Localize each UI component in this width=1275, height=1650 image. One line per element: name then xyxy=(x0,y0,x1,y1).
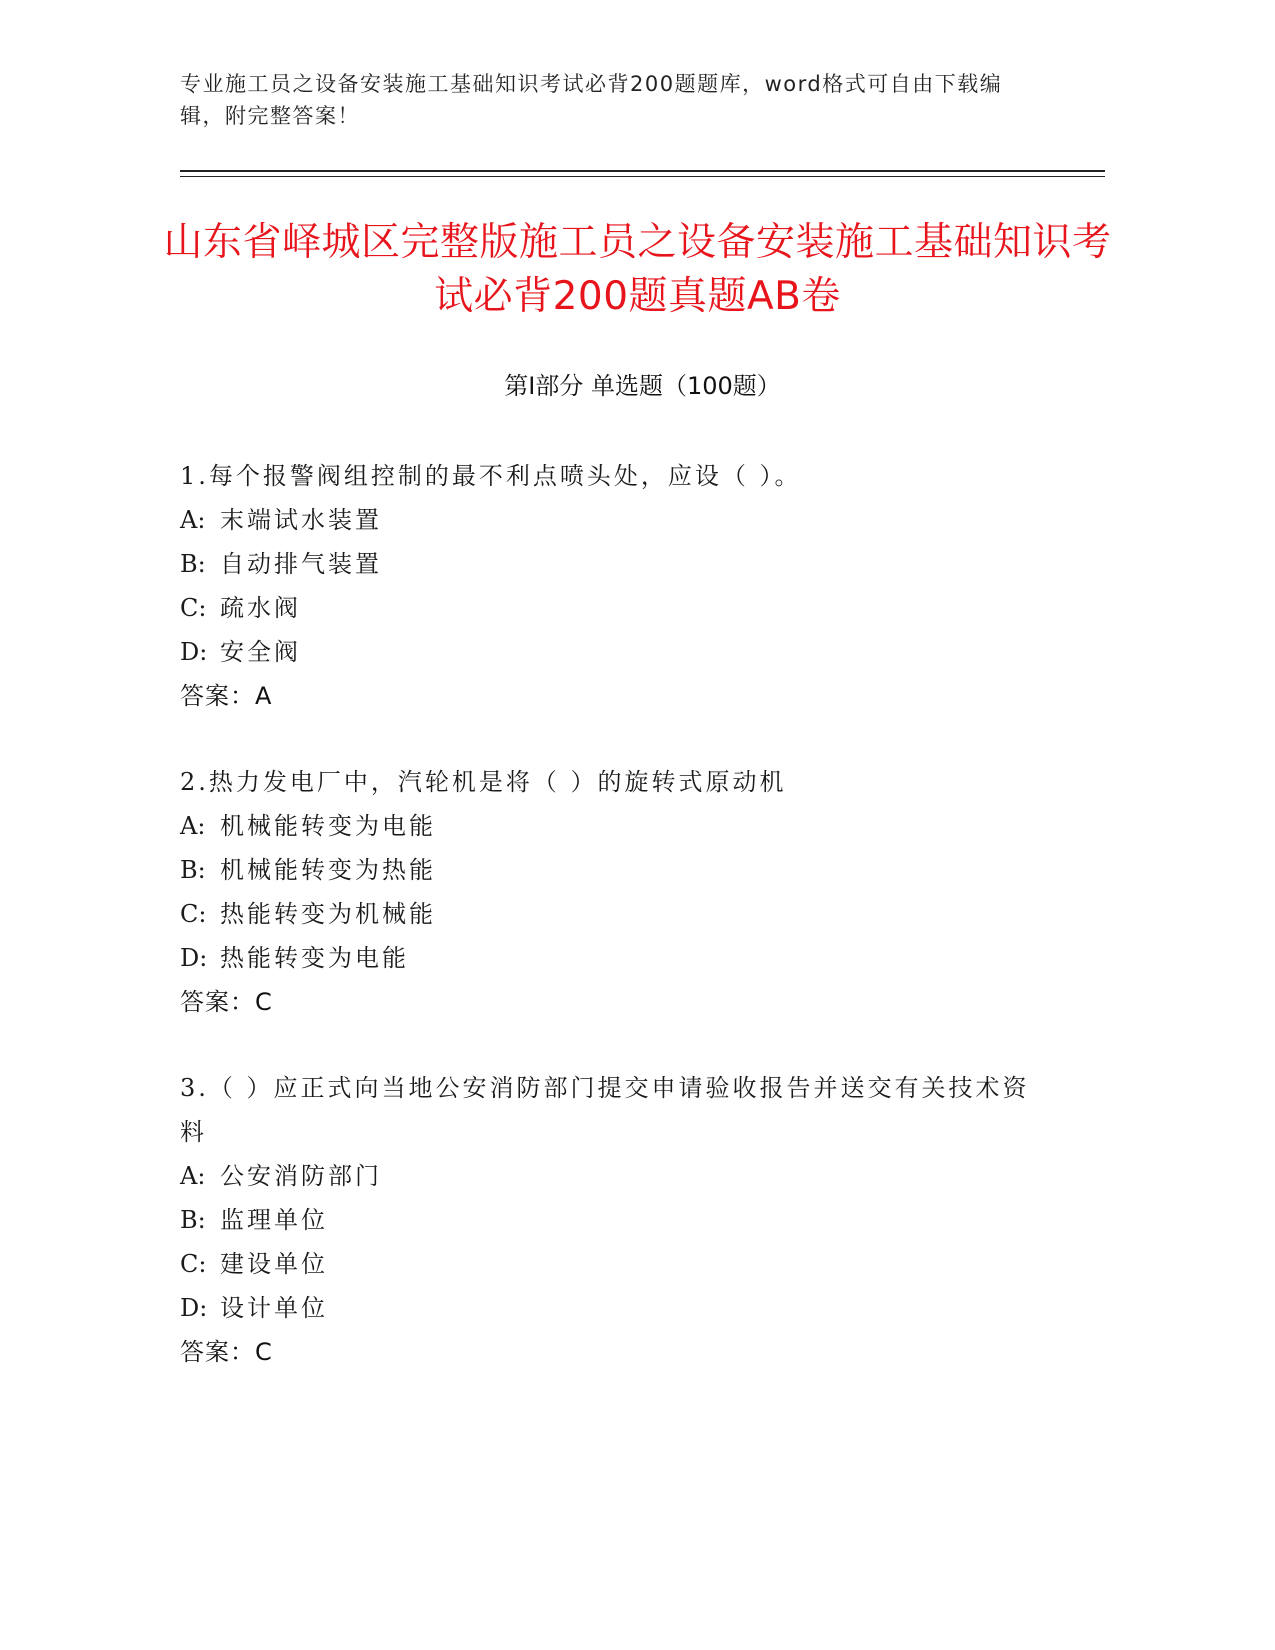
option-key: B: xyxy=(180,1206,206,1234)
document-title: 山东省峄城区完整版施工员之设备安装施工基础知识考试必背200题真题AB卷 xyxy=(163,220,1112,319)
question-2 xyxy=(180,760,1040,1024)
option-text: 设计单位 xyxy=(220,1294,328,1322)
answer-line: 答案：C xyxy=(180,1338,273,1366)
option-a xyxy=(180,498,1040,542)
question-stem: 2.热力发电厂中，汽轮机是将（ ）的旋转式原动机 xyxy=(180,768,787,796)
option-text: 热能转变为电能 xyxy=(220,944,409,972)
option-key: A: xyxy=(180,506,206,534)
option-text: 机械能转变为热能 xyxy=(220,856,436,884)
option-b xyxy=(180,848,1040,892)
option-d xyxy=(180,630,1040,674)
option-text: 机械能转变为电能 xyxy=(220,812,436,840)
option-key: C: xyxy=(180,1250,207,1278)
option-d xyxy=(180,936,1040,980)
option-key: D: xyxy=(180,1294,208,1322)
option-key: C: xyxy=(180,900,207,928)
option-text: 末端试水装置 xyxy=(220,506,382,534)
option-key: D: xyxy=(180,638,208,666)
answer-line: 答案：C xyxy=(180,988,273,1016)
option-key: D: xyxy=(180,944,208,972)
header-divider-thick xyxy=(180,170,1105,172)
question-stem: 1.每个报警阀组控制的最不利点喷头处，应设（ ）。 xyxy=(180,462,802,490)
option-text: 疏水阀 xyxy=(220,594,301,622)
header-divider-thin xyxy=(180,176,1105,177)
option-text: 热能转变为机械能 xyxy=(220,900,436,928)
option-a xyxy=(180,804,1040,848)
option-key: C: xyxy=(180,594,207,622)
option-b xyxy=(180,542,1040,586)
option-text: 监理单位 xyxy=(220,1206,328,1234)
option-text: 安全阀 xyxy=(220,638,301,666)
option-a xyxy=(180,1154,1040,1198)
question-stem: 3.（ ）应正式向当地公安消防部门提交申请验收报告并送交有关技术资料 xyxy=(180,1074,1030,1146)
question-3 xyxy=(180,1066,1040,1374)
option-c xyxy=(180,892,1040,936)
header-note: 专业施工员之设备安装施工基础知识考试必背200题题库，word格式可自由下载编辑，附完整答案！ xyxy=(180,72,1003,128)
option-key: A: xyxy=(180,812,206,840)
option-text: 建设单位 xyxy=(220,1250,328,1278)
question-1 xyxy=(180,454,1040,718)
option-key: A: xyxy=(180,1162,206,1190)
option-c xyxy=(180,1242,1040,1286)
answer-line: 答案：A xyxy=(180,682,273,710)
question-list xyxy=(180,454,1040,1416)
option-text: 自动排气装置 xyxy=(220,550,382,578)
option-key: B: xyxy=(180,856,206,884)
option-text: 公安消防部门 xyxy=(220,1162,382,1190)
option-b xyxy=(180,1198,1040,1242)
option-key: B: xyxy=(180,550,206,578)
option-c xyxy=(180,586,1040,630)
section-title: 第Ⅰ部分 单选题（100题） xyxy=(504,372,781,400)
option-d xyxy=(180,1286,1040,1330)
